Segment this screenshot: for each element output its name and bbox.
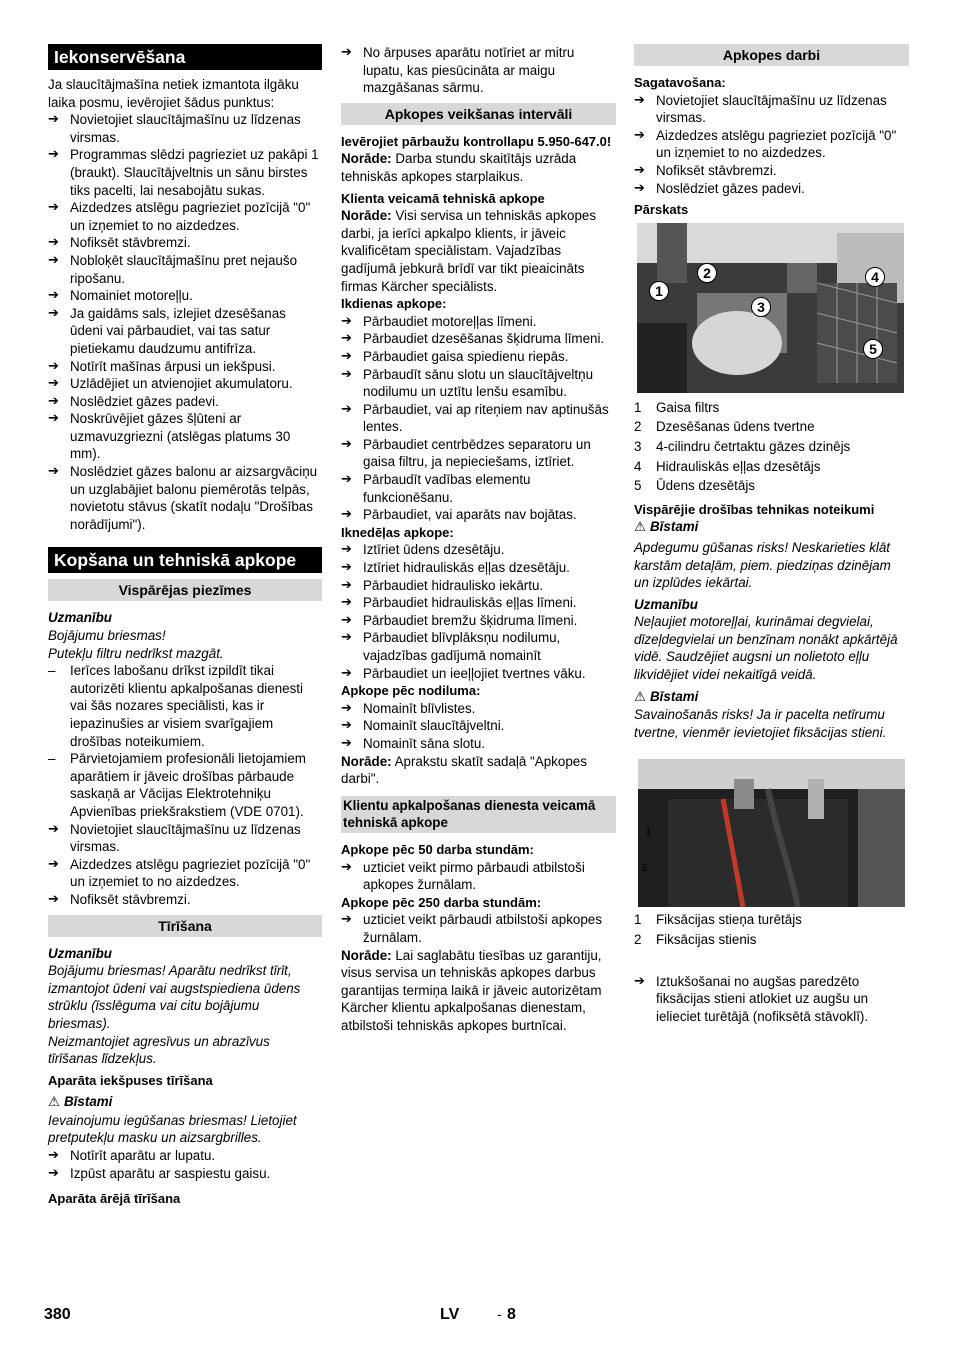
list-item: ➔ Pārbaudīt sānu slotu un slaucītājveltņu nodilumu un uztītu lenšu esamību. — [341, 366, 616, 401]
list-item: ➔ Noslēdziet gāzes balonu ar aizsargvāciņu un uzglabājiet balonu piemērotās telpās, novietotu stāvus (skatīt nodaļu "Drošības norādījumi"). — [48, 463, 322, 533]
list-item: 1 Fiksācijas stieņa turētājs — [634, 912, 802, 928]
list-item: 5 Ūdens dzesētājs — [634, 478, 755, 494]
list-item: ➔ Aizdedzes atslēgu pagrieziet pozīcijā "0" un izņemiet to no aizdedzes. — [634, 127, 909, 162]
list-item: ➔ Pārbaudiet un ieeļļojiet tvertnes vāku. — [341, 665, 616, 683]
list-item: ➔ Nofiksēt stāvbremzi. — [48, 891, 322, 909]
caution-label: Uzmanību — [634, 596, 698, 612]
list-item: ➔ Iztīriet ūdens dzesētāju. — [341, 541, 616, 559]
list-item: ➔ Nomainīt blīvlistes. — [341, 700, 616, 718]
legend-1 — [634, 399, 909, 495]
warning-triangle-icon: ⚠ — [48, 1095, 61, 1111]
warning-triangle-icon: ⚠ — [634, 520, 647, 536]
list-item: ➔ Notīrīt aparātu ar lupatu. — [48, 1147, 322, 1165]
list-item: ➔ Izpūst aparātu ar saspiestu gaisu. — [48, 1165, 322, 1183]
list-item: ➔ Nofiksēt stāvbremzi. — [634, 162, 909, 180]
danger-label: ⚠ Bīstami — [634, 688, 699, 705]
subheading-sagatavosana: Sagatavošana: — [634, 75, 726, 90]
subheading-iekspuses: Aparāta iekšpuses tīrīšana — [48, 1072, 213, 1088]
caution-label: Uzmanību — [48, 610, 112, 626]
list-item: ➔ Iztīriet hidrauliskās eļļas dzesētāju. — [341, 559, 616, 577]
list-item: ➔ Iztukšošanai no augšas paredzēto fiksācijas stieni atlokiet uz augšu un ielieciet turētājā (nofiksētā stāvoklī). — [634, 973, 909, 1026]
list-item: ➔ Noslēdziet gāzes padevi. — [634, 180, 909, 198]
photo2-label-1: 1 — [645, 826, 652, 838]
list-item: ➔ Novietojiet slaucītājmašīnu uz līdzenas virsmas. — [48, 111, 322, 146]
list-item: ➔ Ja gaidāms sals, izlejiet dzesēšanas ūdeni vai pārbaudiet, vai tas satur pietiekamu daudzumu antifrīza. — [48, 305, 322, 358]
subheading-250: Apkope pēc 250 darba stundām: — [341, 894, 542, 910]
list-item: ➔ Uzlādējiet un atvienojiet akumulatoru. — [48, 375, 322, 393]
subheading-klienta: Klienta veicamā tehniskā apkope — [341, 190, 545, 206]
heading-serviss: Klientu apkalpošanas dienesta veicamā tehniskā apkope — [341, 796, 616, 833]
list-item: 4 Hidrauliskās eļļas dzesētājs — [634, 458, 821, 474]
caution-text: Bojājumu briesmas! Aparātu nedrīkst tīrīt, izmantojot ūdeni vai augstspiediena ūdens strūklu (īsslēguma vai citu bojājumu briesmas). — [48, 963, 301, 1031]
caution-text: Neizmantojiet agresīvus un abrazīvus tīrīšanas līdzekļus. — [48, 1033, 270, 1067]
list-item: ➔ Pārbaudiet centrbēdzes separatoru un gaisa filtru, ja nepieciešams, iztīriet. — [341, 436, 616, 471]
note-1: Norāde: Darba stundu skaitītājs uzrāda tehniskās apkopes starplaikus. — [341, 151, 577, 184]
callout-2: 2 — [697, 263, 717, 283]
danger-label: ⚠ Bīstami — [48, 1094, 113, 1111]
caution-text: Putekļu filtru nedrīkst mazgāt. — [48, 645, 224, 661]
list-item: ➔ Pārbaudiet hidrauliskās eļļas līmeni. — [341, 594, 616, 612]
caution-text: Bojājumu briesmas! — [48, 628, 166, 644]
heading-visparejas: Vispārējas piezīmes — [48, 579, 322, 601]
danger-label: ⚠ Bīstami — [634, 519, 699, 536]
list-item: ➔ Nofiksēt stāvbremzi. — [48, 234, 322, 252]
list-item: ➔ Pārbaudiet bremžu šķidruma līmeni. — [341, 612, 616, 630]
subheading-iknedelas: Iknedēļas apkope: — [341, 524, 454, 540]
note-2: Norāde: Visi servisa un tehniskās apkopes darbi, ja ierīci apkalpo klients, ir jāveic kvalificētam speciālistam. Vajadzības gadījumā jebkurā brīdī var tikt pieaicināts firmas Kärcher speciālists. — [341, 208, 597, 294]
caution-label: Uzmanību — [48, 945, 112, 961]
subheading-parskats: Pārskats — [634, 202, 689, 218]
list-item: ➔ Pārbaudiet, vai ap riteņiem nav aptinušās lentes. — [341, 401, 616, 436]
warning-triangle-icon: ⚠ — [634, 689, 647, 705]
list-item: 2 Fiksācijas stienis — [634, 932, 757, 948]
subheading-50: Apkope pēc 50 darba stundām: — [341, 841, 534, 857]
danger-text: Apdegumu gūšanas risks! Neskarieties klāt karstām detaļām, piem. piedziņas dzinējam un izplūdes iekārtai. — [634, 539, 891, 591]
language-code: LV — [440, 1306, 460, 1323]
list-item: ➔ Pārbaudiet gaisa spiedienu riepās. — [341, 348, 616, 366]
list-item: ➔ Nomainiet motoreļļu. — [48, 287, 322, 305]
heading-iekonservesana: Iekonservēšana — [48, 44, 322, 70]
list-item: ➔ No ārpuses aparātu notīriet ar mitru lupatu, kas piesūcināta ar maigu mazgāšanas sārmu. — [341, 44, 616, 97]
photo2-label-2: 2 — [641, 862, 648, 874]
heading-tirisana: Tīrīšana — [48, 915, 322, 937]
note-4: Norāde: Lai saglabātu tiesības uz garantiju, visus servisa un tehniskās apkopes darbus garantijas termiņa laikā ir jāveic autorizētam Kärcher klientu apkalpošanas dienestam, atbilstoši tehniskās apkopes burtnīcai. — [341, 947, 602, 1033]
list-item: ➔ Pārbaudiet hidraulisko iekārtu. — [341, 577, 616, 595]
section-page-number: 8 — [507, 1306, 516, 1323]
list-item: ➔ Programmas slēdzi pagrieziet uz pakāpi 1 (braukt). Slaucītājveltnis un sānu birstes tiks pacelti, lai nesabojātu sukas. — [48, 146, 322, 199]
list-item: 2 Dzesēšanas ūdens tvertne — [634, 419, 815, 435]
list-item: ➔ Noskrūvējiet gāzes šļūteni ar uzmavuzgriezni (atslēgas platums 30 mm). — [48, 410, 322, 463]
heading-apkopes-darbi: Apkopes darbi — [634, 44, 909, 66]
support-bar-photo-art — [638, 759, 905, 907]
legend-2 — [634, 911, 909, 948]
preservation-steps — [48, 111, 322, 533]
page-number: 380 — [44, 1306, 71, 1323]
list-item: ➔ Notīrīt mašīnas ārpusi un iekšpusi. — [48, 358, 322, 376]
column-1 — [48, 44, 322, 1208]
callout-4: 4 — [865, 267, 885, 287]
subheading-drosibas: Vispārējie drošības tehnikas noteikumi — [634, 501, 875, 517]
column-2 — [341, 44, 616, 1034]
list-item: ➔ Nomainīt slaucītājveltni. — [341, 717, 616, 735]
note-3: Norāde: Aprakstu skatīt sadaļā "Apkopes darbi". — [341, 753, 587, 787]
list-item: ➔ Pārbaudiet, vai aparāts nav bojātas. — [341, 506, 616, 524]
list-item: – Pārvietojamiem profesionāli lietojamiem aparātiem ir jāveic drošības pārbaude saskaņā ar Vācijas Elektrotehniķu Apvienības priekšrakstiem (VDE 0701). — [48, 750, 322, 820]
list-item: ➔ Nobloķēt slaucītājmašīnu pret nejaušo ripošanu. — [48, 252, 322, 287]
subheading-arejas: Aparāta ārējā tīrīšana — [48, 1191, 181, 1207]
callout-5: 5 — [863, 339, 883, 359]
engine-photo — [637, 223, 904, 393]
list-item: 1 Gaisa filtrs — [634, 399, 720, 415]
list-item: – Ierīces labošanu drīkst izpildīt tikai autorizēti klientu apkalpošanas dienesti vai šās nozares speciālisti, kas ir iepazinušies ar visiem svarīgajiem drošības noteikumiem. — [48, 662, 322, 750]
heading-kopsana: Kopšana un tehniskā apkope — [48, 547, 322, 573]
list-item: ➔ Aizdedzes atslēgu pagrieziet pozīcijā "0" un izņemiet to no aizdedzes. — [48, 199, 322, 234]
list-item: ➔ Novietojiet slaucītājmašīnu uz līdzenas virsmas. — [48, 821, 322, 856]
list-item: 3 4-cilindru četrtaktu gāzes dzinējs — [634, 438, 851, 454]
list-item: ➔ uzticiet veikt pirmo pārbaudi atbilstoši apkopes žurnālam. — [341, 859, 616, 894]
list-item: ➔ Pārbaudiet dzesēšanas šķidruma līmeni. — [341, 330, 616, 348]
callout-1: 1 — [649, 281, 669, 301]
caution-text: Neļaujiet motoreļļai, kurināmai degvielai, dīzeļdegvielai un benzīnam nonākt apkārtējā vidē. Saudzējiet augsni un nolietoto eļļu likvidējiet videi nekaitīgā veidā. — [634, 614, 898, 683]
column-3 — [634, 44, 909, 1025]
list-item: ➔ Nomainīt sāna slotu. — [341, 735, 616, 753]
subheading-ikdienas: Ikdienas apkope: — [341, 296, 447, 312]
footer-separator: - — [497, 1306, 502, 1322]
subheading-nodiluma: Apkope pēc nodiluma: — [341, 683, 481, 699]
danger-text: Savainošanās risks! Ja ir pacelta netīrumu tvertne, vienmēr ievietojiet fiksācijas stieni. — [634, 707, 887, 740]
callout-3: 3 — [751, 297, 771, 317]
list-item: ➔ Aizdedzes atslēgu pagrieziet pozīcijā "0" un izņemiet to no aizdedzes. — [48, 856, 322, 891]
list-item: ➔ Novietojiet slaucītājmašīnu uz līdzenas virsmas. — [634, 92, 909, 127]
list-item: ➔ Noslēdziet gāzes padevi. — [48, 393, 322, 411]
heading-intervali: Apkopes veikšanas intervāli — [341, 103, 616, 125]
support-bar-photo — [638, 759, 905, 907]
intro-text: Ja slaucītājmašīna netiek izmantota ilgāku laika posmu, ievērojiet šādus punktus: — [48, 77, 299, 110]
list-item: ➔ Pārbaudīt vadības elementu funkcionēšanu. — [341, 471, 616, 506]
list-item: ➔ Pārbaudiet blīvplāksņu nodilumu, vajadzības gadījumā nomainīt — [341, 629, 616, 664]
danger-text: Ievainojumu iegūšanas briesmas! Lietojiet pretputekļu masku un aizsargbrilles. — [48, 1112, 297, 1146]
list-item: ➔ uzticiet veikt pārbaudi atbilstoši apkopes žurnālam. — [341, 911, 616, 946]
checklist-title: Ievērojiet pārbaužu kontrollapu 5.950-647.0! — [341, 133, 612, 149]
list-item: ➔ Pārbaudiet motoreļļas līmeni. — [341, 313, 616, 331]
